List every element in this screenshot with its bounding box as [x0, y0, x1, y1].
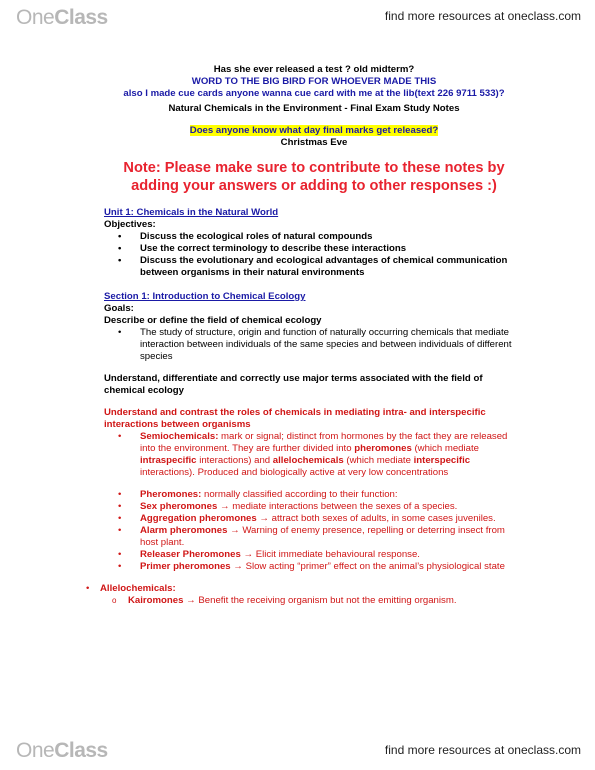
bullet-icon: • [118, 243, 122, 254]
contribute-note: Note: Please make sure to contribute to these notes by adding your answers or adding to other responses :) [123, 160, 505, 194]
logo-one: One [16, 739, 55, 762]
bullet-icon: • [118, 231, 122, 242]
semiochemicals-list [104, 431, 524, 479]
page-header [0, 0, 595, 34]
goal-contrast: Understand and contrast the roles of chemicals in mediating intra- and interspecific interactions between organisms [104, 407, 486, 430]
logo-one: One [16, 6, 55, 29]
objectives-label: Objectives: [104, 219, 156, 230]
list-item: • Pheromones: normally classified according to their function: [118, 489, 398, 500]
page-footer [0, 735, 595, 770]
goal-terms: Understand, differentiate and correctly use major terms associated with the field of chemical ecology [104, 373, 483, 396]
question-final-marks: Does anyone know what day final marks get released? [189, 125, 439, 136]
answer-christmas-eve: Christmas Eve [280, 137, 348, 148]
bullet-icon: • [118, 489, 122, 500]
list-item: • Semiochemicals: mark or signal; distinct from hormones by the fact they are released into the environment. They are further divided into pheromones (which mediate intraspecific interactions) and allelochemicals (which mediate interspecific interactions). Produced and biologically active at very low concentrations [118, 431, 508, 478]
document-body [86, 64, 524, 607]
bullet-icon: • [86, 583, 90, 594]
list-item: o Kairomones → Benefit the receiving organism but not the emitting organism. [112, 595, 457, 606]
list-item: • The study of structure, origin and function of naturally occurring chemicals that mediate interaction between individuals of the same species and between individuals of different species [118, 327, 512, 362]
bullet-icon: • [118, 501, 122, 512]
goal-define-list [104, 327, 524, 363]
list-item: • Primer pheromones → Slow acting “primer” effect on the animal’s physiological state [118, 561, 505, 572]
pheromones-list [104, 489, 524, 573]
bullet-icon: • [118, 525, 122, 536]
cue-card-note: also I made cue cards anyone wanna cue card with me at the lib(text 226 9711 533)? [123, 88, 505, 99]
list-item: • Sex pheromones → mediate interactions between the sexes of a species. [118, 501, 458, 512]
unit-heading: Unit 1: Chemicals in the Natural World [104, 207, 279, 218]
list-item: • Alarm pheromones → Warning of enemy presence, repelling or deterring insect from host plant. [118, 525, 505, 548]
bullet-icon: • [118, 327, 122, 338]
goal-define: Describe or define the field of chemical ecology [104, 315, 322, 326]
list-item: • Discuss the ecological roles of natural compounds [118, 231, 373, 242]
oneclass-logo[interactable] [16, 739, 108, 763]
logo-class: Class [54, 6, 108, 29]
list-item: • Releaser Pheromones → Elicit immediate behavioural response. [118, 549, 420, 560]
objectives-list [104, 231, 524, 279]
document-title: Natural Chemicals in the Environment - Final Exam Study Notes [168, 103, 460, 114]
bullet-icon: • [118, 431, 122, 442]
bullet-icon: • [118, 513, 122, 524]
list-item: • Use the correct terminology to describe these interactions [118, 243, 407, 254]
goals-label: Goals: [104, 303, 134, 314]
logo-class: Class [54, 739, 108, 762]
list-item: • Aggregation pheromones → attract both sexes of adults, in some cases juveniles. [118, 513, 496, 524]
oneclass-logo[interactable] [16, 6, 108, 30]
bullet-icon: • [118, 255, 122, 266]
list-item: • Allelochemicals: [86, 583, 176, 594]
footer-tagline[interactable]: find more resources at oneclass.com [384, 743, 581, 757]
big-bird-note: WORD TO THE BIG BIRD FOR WHOEVER MADE THIS [191, 76, 437, 87]
question-midterm: Has she ever released a test ? old midterm? [213, 64, 415, 75]
header-tagline[interactable]: find more resources at oneclass.com [384, 9, 581, 23]
circle-bullet-icon: o [112, 596, 117, 605]
bullet-icon: • [118, 549, 122, 560]
allelochemicals-list [84, 583, 524, 607]
bullet-icon: • [118, 561, 122, 572]
section-heading: Section 1: Introduction to Chemical Ecology [104, 291, 306, 302]
list-item: • Discuss the evolutionary and ecological advantages of chemical communication between organisms in their natural environments [118, 255, 508, 278]
